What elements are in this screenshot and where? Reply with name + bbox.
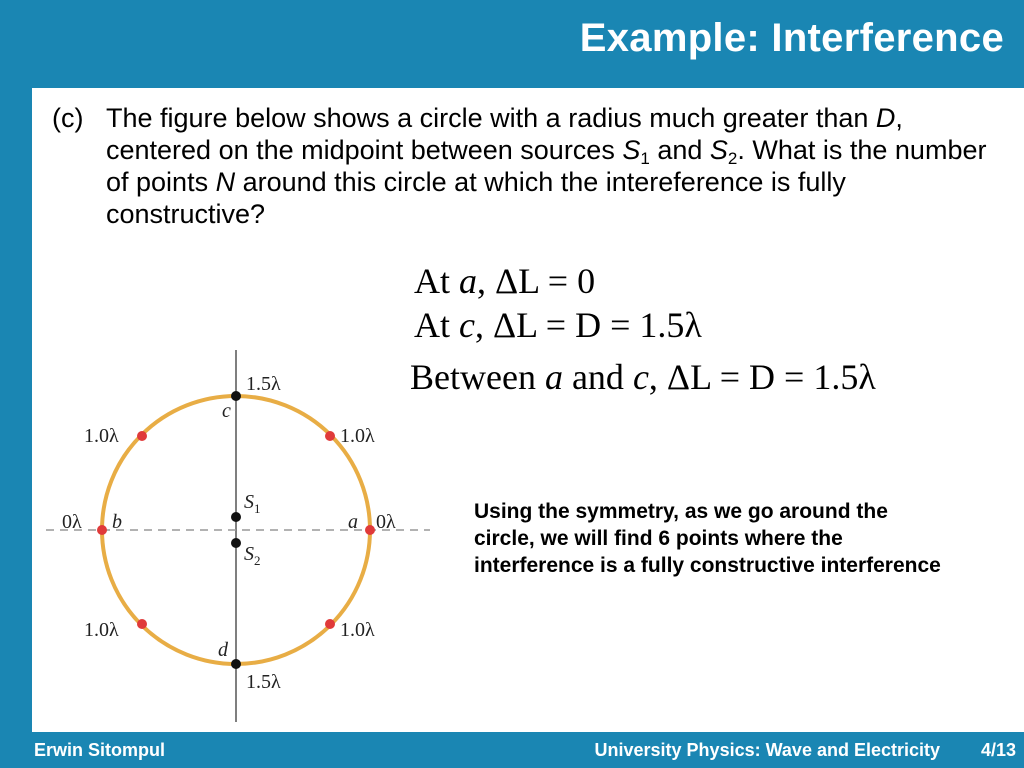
source-s2-letter: S xyxy=(244,543,254,565)
point-c-label: c xyxy=(222,400,231,422)
lower-left-value-label: 1.0λ xyxy=(84,619,119,641)
eq-text: , ΔL = 0 xyxy=(477,261,596,301)
eq-text: Between xyxy=(410,357,545,397)
source-s2-dot xyxy=(231,538,241,548)
var-d: D xyxy=(875,103,896,133)
point-b-dot xyxy=(97,525,107,535)
eq-var: a xyxy=(544,357,563,397)
upper-left-value-label: 1.0λ xyxy=(84,425,119,447)
top-value-label: 1.5λ xyxy=(246,373,281,395)
eq-text: At xyxy=(414,261,459,301)
eq-var: a xyxy=(459,261,477,301)
source-s2-subscript: 2 xyxy=(254,553,261,568)
upper-right-value-label: 1.0λ xyxy=(340,425,375,447)
point-d-label: d xyxy=(218,639,228,661)
var-s1: S xyxy=(622,135,641,165)
source-s2-label xyxy=(244,543,261,568)
eq-var: c xyxy=(459,305,475,345)
upper-right-dot xyxy=(325,431,335,441)
source-s1-label xyxy=(244,491,261,516)
slide-content xyxy=(32,88,1024,732)
point-a-label: a xyxy=(348,511,358,533)
source-s1-letter: S xyxy=(244,491,254,513)
eq-text: and xyxy=(562,357,633,397)
point-d-dot xyxy=(231,659,241,669)
sub-1: 1 xyxy=(640,149,650,168)
eq-var: c xyxy=(632,357,649,397)
upper-left-dot xyxy=(137,431,147,441)
point-b-label: b xyxy=(112,511,122,533)
equation-between-a-and-c xyxy=(410,356,876,398)
slide-title: Example: Interference xyxy=(579,16,1004,60)
eq-text: At xyxy=(414,305,459,345)
question-text-part: . What is the number of points xyxy=(106,135,987,197)
footer-author: Erwin Sitompul xyxy=(34,740,166,760)
left-value-label: 0λ xyxy=(62,511,82,533)
source-s1-subscript: 1 xyxy=(254,501,261,516)
interference-circle-figure xyxy=(32,88,472,732)
point-c-dot xyxy=(231,391,241,401)
footer-page-number: 4/13 xyxy=(980,740,1016,760)
var-n: N xyxy=(215,167,236,197)
lower-right-value-label: 1.0λ xyxy=(340,619,375,641)
question-text-part: , centered on the midpoint between sources xyxy=(106,103,903,165)
question-text-part: and xyxy=(649,135,710,165)
symmetry-note: Using the symmetry, as we go around the circle, we will find 6 points where the interference is a fully constructive interference xyxy=(474,500,941,577)
footer-course: University Physics: Wave and Electricity xyxy=(594,740,940,760)
lower-left-dot xyxy=(137,619,147,629)
bottom-value-label: 1.5λ xyxy=(246,671,281,693)
question-text-part: around this circle at which the intereference is fully constructive? xyxy=(106,167,846,229)
eq-text: , ΔL = D = 1.5λ xyxy=(648,357,876,397)
point-a-dot xyxy=(365,525,375,535)
sub-2: 2 xyxy=(727,149,738,168)
eq-text: , ΔL = D = 1.5λ xyxy=(474,305,702,345)
right-value-label: 0λ xyxy=(376,511,396,533)
source-s1-dot xyxy=(231,512,241,522)
question-text-part: The figure below shows a circle with a radius much greater than xyxy=(106,103,876,133)
question-label: (c) xyxy=(52,103,84,133)
lower-right-dot xyxy=(325,619,335,629)
var-s2: S xyxy=(709,135,728,165)
